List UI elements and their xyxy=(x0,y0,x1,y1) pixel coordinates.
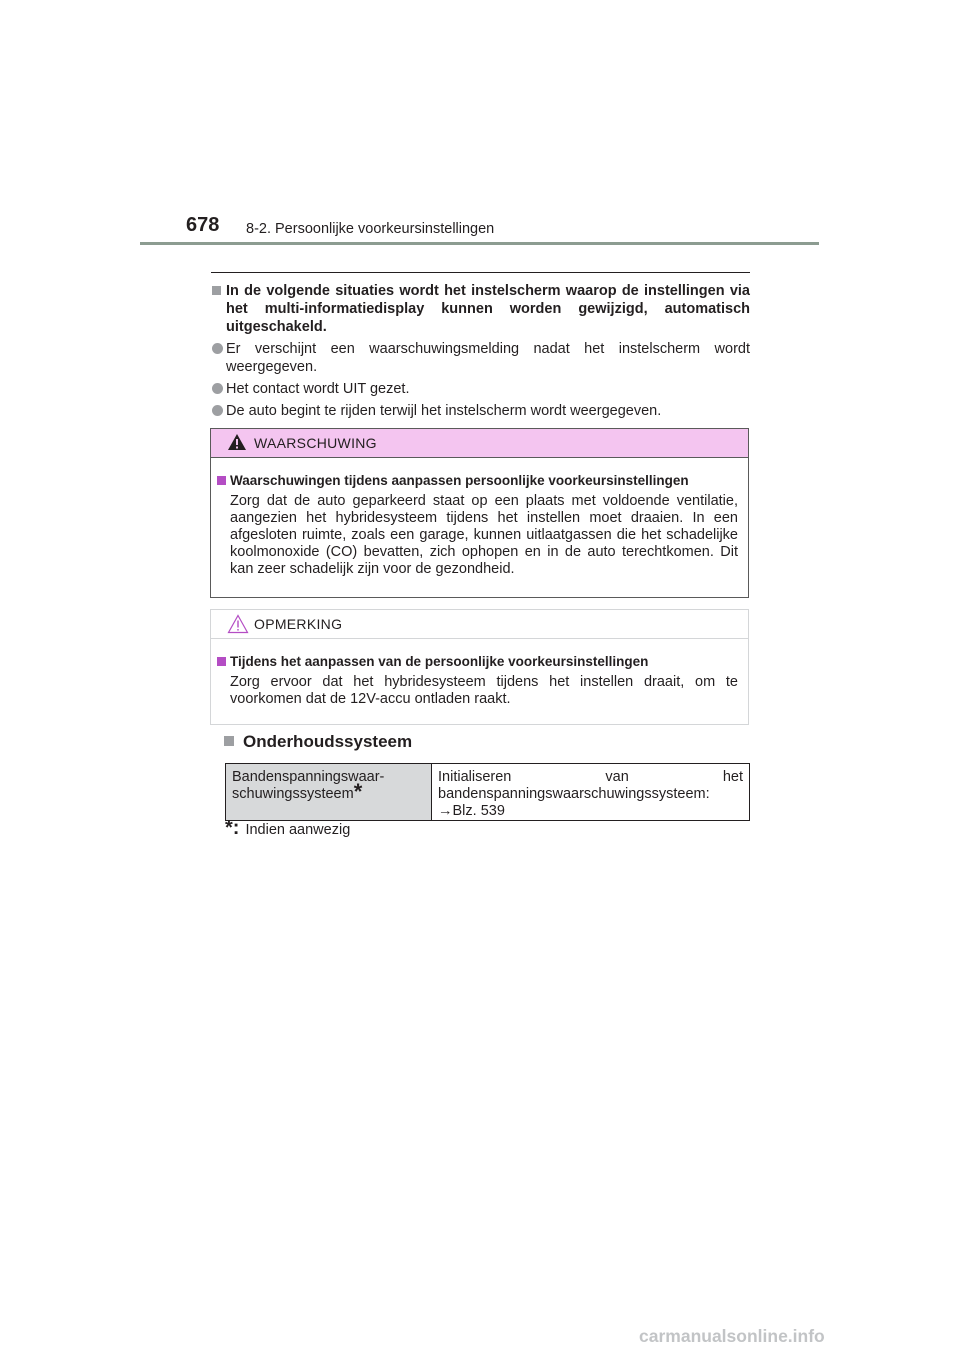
caution-title: OPMERKING xyxy=(254,616,343,632)
info-block xyxy=(211,282,750,420)
maintenance-table xyxy=(225,763,750,821)
caution-text: Zorg ervoor dat het hybridesysteem tijdens het instellen draait, om te voorkomen dat de 12V-accu ontladen raakt. xyxy=(230,674,738,707)
table-row xyxy=(226,764,750,821)
watermark: carmanualsonline.info xyxy=(639,1326,825,1346)
footnote-text: Indien aanwezig xyxy=(245,822,351,838)
caution-triangle-icon xyxy=(227,614,249,634)
arrow-icon: → xyxy=(438,803,453,819)
page-reference-link[interactable]: Blz. 539 xyxy=(452,803,505,819)
maintenance-heading: Onderhoudssysteem xyxy=(224,732,412,752)
caution-panel-header xyxy=(211,610,748,639)
page-number: 678 xyxy=(186,214,220,236)
round-bullet-icon xyxy=(212,343,223,354)
info-bullet: Er verschijnt een waarschuwingsmelding nadat het instelscherm wordt weergegeven. xyxy=(211,340,750,376)
warning-panel-header xyxy=(211,429,748,458)
section-title: 8-2. Persoonlijke voorkeursinstellingen xyxy=(246,221,495,237)
square-bullet-icon xyxy=(212,286,221,295)
info-heading: In de volgende situaties wordt het instelscherm waarop de instellingen via het multi-informatiedisplay kunnen worden gewijzigd, automatisch uitgeschakeld. xyxy=(211,282,750,336)
warning-text: Zorg dat de auto geparkeerd staat op een plaats met voldoende ventilatie, aangezien het hybridesysteem tijdens het instellen moet draaien. In een afgesloten ruimte, zoals een garage, kunnen uitlaatgassen die het schadelijke koolmonoxide (CO) bevatten, zich ophopen en in de auto terechtkomen. Dit kan zeer schadelijk zijn voor de gezondheid. xyxy=(230,493,738,577)
round-bullet-icon xyxy=(212,405,223,416)
footnote-mark: *: xyxy=(225,817,240,839)
info-bullet: Het contact wordt UIT gezet. xyxy=(211,380,750,398)
warning-body xyxy=(211,458,748,578)
footnote xyxy=(225,817,350,840)
info-bullet: De auto begint te rijden terwijl het instelscherm wordt weergegeven. xyxy=(211,402,750,420)
caution-heading: Tijdens het aanpassen van de persoonlijke voorkeursinstellingen xyxy=(217,653,738,670)
table-cell-description: Initialiseren van het bandenspanningswaarschuwingssysteem: →Blz. 539 xyxy=(432,764,750,821)
warning-triangle-icon xyxy=(227,433,247,451)
warning-heading: Waarschuwingen tijdens aanpassen persoonlijke voorkeursinstellingen xyxy=(217,472,738,489)
header-divider xyxy=(140,242,819,245)
round-bullet-icon xyxy=(212,383,223,394)
table-cell-function: Bandenspanningswaar- schuwingssysteem* xyxy=(226,764,432,821)
caution-panel xyxy=(210,609,749,725)
caution-body xyxy=(211,639,748,708)
square-bullet-icon xyxy=(217,476,226,485)
section-divider xyxy=(211,272,750,273)
square-bullet-icon xyxy=(224,736,234,746)
warning-panel xyxy=(210,428,749,598)
warning-title: WAARSCHUWING xyxy=(254,435,377,451)
square-bullet-icon xyxy=(217,657,226,666)
